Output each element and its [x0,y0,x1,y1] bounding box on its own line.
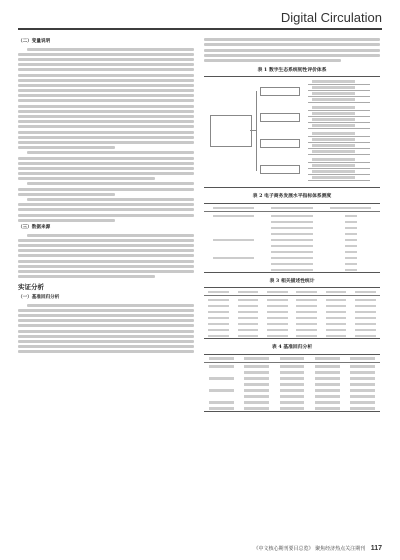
page-footer [254,545,382,552]
footer-journal-note: 《中文核心期刊要目总览》 聚焦经济热点关注期刊 [253,546,366,552]
running-header-title: Digital Circulation [280,10,382,25]
table-row [204,212,380,218]
evaluation-framework-figure [204,76,380,188]
table2-caption: 表 2 电子商务发展水平指标体系测度 [252,193,332,200]
framework-root-box [210,115,252,147]
section-heading-data-source: （三）数据来源 [18,224,51,230]
table3-caption: 表 3 相关描述性统计 [269,277,315,284]
table-row [204,254,380,260]
table-row [204,266,380,272]
section-heading-results: 实证分析 [18,283,44,292]
table-row [204,375,380,381]
table-row [204,332,380,338]
table-row [204,236,380,242]
left-column [18,36,194,356]
table-row [204,405,380,411]
framework-dimension-box [260,165,300,174]
right-column [204,36,380,412]
table-row [204,363,380,369]
descriptive-stats-table [204,287,380,339]
section-heading-variables: （二）变量说明 [18,39,51,44]
framework-dimension-box [260,139,300,148]
text-line [27,48,194,51]
table-row [204,399,380,405]
table1-caption: 表 1 数字生态系统韧性评价体系 [257,66,327,73]
page-number: 117 [370,545,382,552]
baseline-regression-table [204,354,380,412]
ecommerce-index-table [204,203,380,273]
header-rule [18,28,382,30]
framework-dimension-box [260,113,300,122]
table4-caption: 表 4 基准回归分析 [271,344,313,351]
table-row [204,387,380,393]
framework-dimension-box [260,87,300,96]
subsection-heading-baseline: （一）基准回归分析 [18,295,60,301]
